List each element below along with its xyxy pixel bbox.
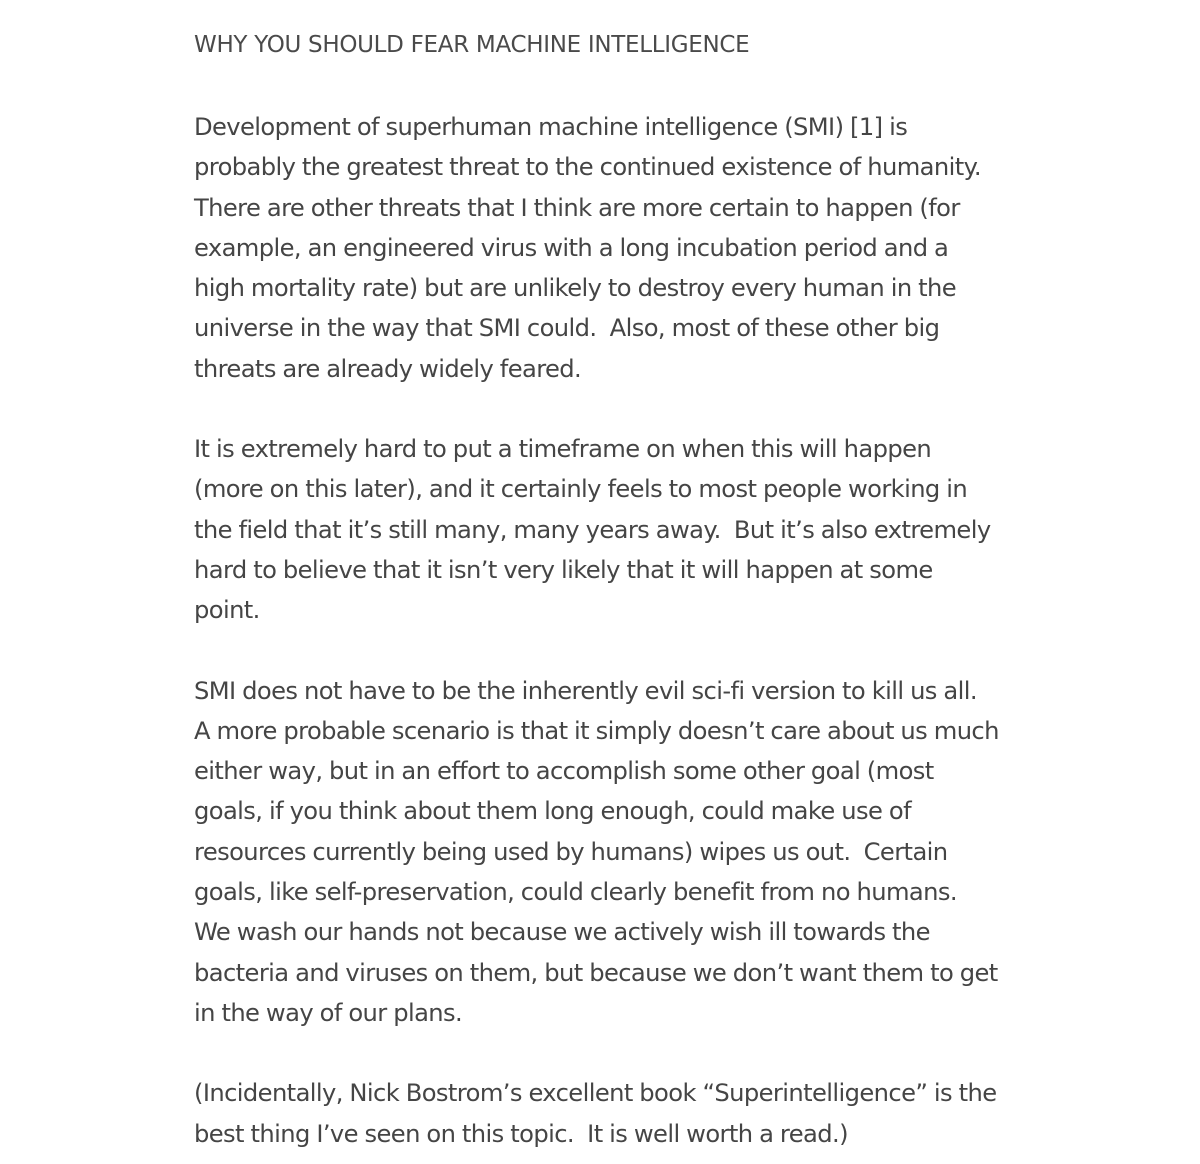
paragraph-line: We wash our hands not because we actively wish ill towards the [194, 918, 930, 947]
paragraph-line: probably the greatest threat to the continued existence of humanity. [194, 153, 981, 182]
paragraph-line: example, an engineered virus with a long incubation period and a [194, 233, 949, 262]
paragraph-line: universe in the way that SMI could. Also, most of these other big [194, 314, 940, 343]
paragraph-4 [194, 1073, 1024, 1154]
paragraph-line: bacteria and viruses on them, but because we don’t want them to get [194, 958, 998, 987]
paragraph-line: A more probable scenario is that it simply doesn’t care about us much [194, 716, 999, 745]
paragraph-2 [194, 429, 1024, 630]
paragraph-line: resources currently being used by humans) wipes us out. Certain [194, 837, 948, 866]
paragraph-line: high mortality rate) but are unlikely to destroy every human in the [194, 274, 957, 303]
paragraph-1 [194, 107, 1024, 389]
paragraph-line: (more on this later), and it certainly feels to most people working in [194, 475, 968, 504]
paragraph-line: hard to believe that it isn’t very likely that it will happen at some [194, 555, 933, 584]
paragraph-3 [194, 671, 1024, 1034]
paragraph-line: either way, but in an effort to accomplish some other goal (most [194, 757, 934, 786]
paragraph-line: threats are already widely feared. [194, 354, 582, 383]
paragraph-line: There are other threats that I think are more certain to happen (for [194, 193, 960, 222]
article-title: WHY YOU SHOULD FEAR MACHINE INTELLIGENCE [194, 32, 750, 58]
paragraph-line: the field that it’s still many, many years away. But it’s also extremely [194, 515, 991, 544]
paragraph-line: It is extremely hard to put a timeframe on when this will happen [194, 435, 932, 464]
paragraph-line: Development of superhuman machine intelligence (SMI) [1] is [194, 113, 908, 141]
article [194, 0, 1024, 1154]
paragraph-line: goals, like self-preservation, could clearly benefit from no humans. [194, 878, 957, 907]
paragraph-line: (Incidentally, Nick Bostrom’s excellent book “Superintelligence” is the [194, 1079, 997, 1108]
paragraph-line: in the way of our plans. [194, 998, 463, 1027]
paragraph-line: goals, if you think about them long enough, could make use of [194, 797, 911, 826]
paragraph-line: SMI does not have to be the inherently evil sci-fi version to kill us all. [194, 676, 977, 705]
paragraph-line: point. [194, 596, 260, 625]
paragraph-line: best thing I’ve seen on this topic. It is well worth a read.) [194, 1119, 848, 1148]
